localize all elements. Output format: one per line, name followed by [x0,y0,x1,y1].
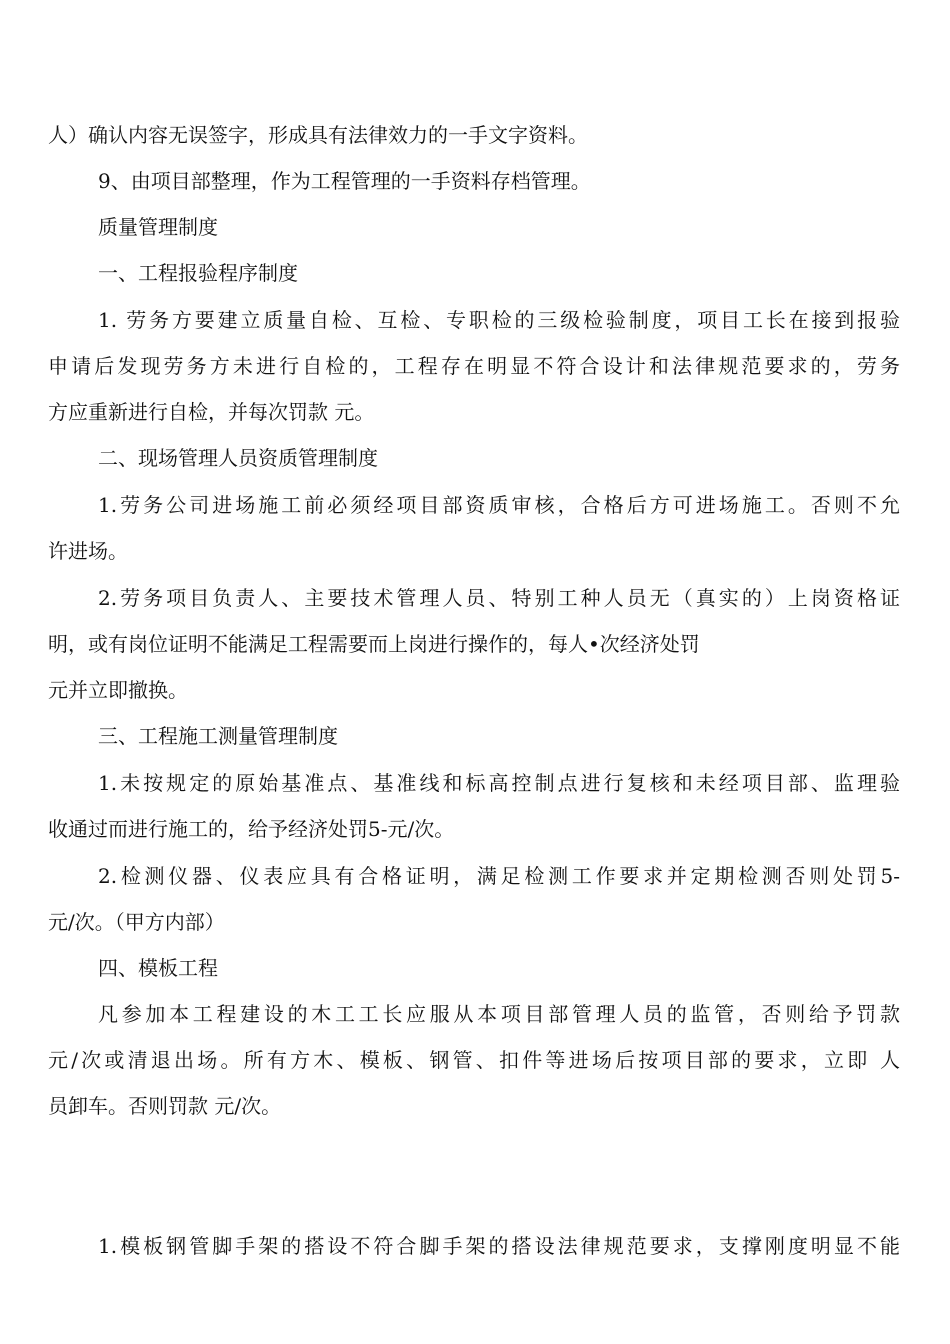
heading-formwork: 四、模板工程 [98,956,218,980]
heading-personnel-qualification: 二、现场管理人员资质管理制度 [98,446,378,470]
text-line-item-9: 9、由项目部整理，作为工程管理的一手资料存档管理。 [98,169,591,193]
paragraph-3-line-1: 2.劳务项目负责人、主要技术管理人员、特别工种人员无（真实的）上岗资格证 [98,586,900,610]
paragraph-3-line-3: 元并立即撤换。 [48,678,188,702]
paragraph-4-line-1: 1.未按规定的原始基准点、基准线和标高控制点进行复核和未经项目部、监理验 [98,771,900,795]
paragraph-1-line-1: 1. 劳务方要建立质量自检、互检、专职检的三级检验制度，项目工长在接到报验 [98,308,900,332]
paragraph-6-line-1: 凡参加本工程建设的木工工长应服从本项目部管理人员的监管，否则给予罚款 [98,1002,900,1026]
heading-survey-management: 三、工程施工测量管理制度 [98,724,338,748]
paragraph-5-line-1: 2.检测仪器、仪表应具有合格证明，满足检测工作要求并定期检测否则处罚5- [98,864,900,888]
paragraph-5-line-2: 元/次。（甲方内部） [48,910,225,934]
paragraph-1-line-2: 申请后发现劳务方未进行自检的，工程存在明显不符合设计和法律规范要求的，劳务 [48,354,900,378]
text-line-continuation: 人）确认内容无误签字，形成具有法律效力的一手文字资料。 [48,123,588,147]
paragraph-6-line-2: 元/次或清退出场。所有方木、模板、钢管、扣件等进场后按项目部的要求，立即 人 [48,1048,900,1072]
paragraph-6-line-3: 员卸车。否则罚款 元/次。 [48,1094,282,1118]
paragraph-4-line-2: 收通过而进行施工的，给予经济处罚5-元/次。 [48,817,455,841]
paragraph-1-line-3: 方应重新进行自检，并每次罚款 元。 [48,400,375,424]
paragraph-7-line-1: 1.模板钢管脚手架的搭设不符合脚手架的搭设法律规范要求，支撑刚度明显不能 [98,1234,900,1258]
section-title-quality: 质量管理制度 [98,215,218,239]
paragraph-2-line-1: 1.劳务公司进场施工前必须经项目部资质审核，合格后方可进场施工。否则不允 [98,493,900,517]
heading-inspection-procedure: 一、工程报验程序制度 [98,261,298,285]
paragraph-3-line-2: 明，或有岗位证明不能满足工程需要而上岗进行操作的，每人•次经济处罚 [48,632,700,656]
paragraph-2-line-2: 许进场。 [48,539,128,563]
